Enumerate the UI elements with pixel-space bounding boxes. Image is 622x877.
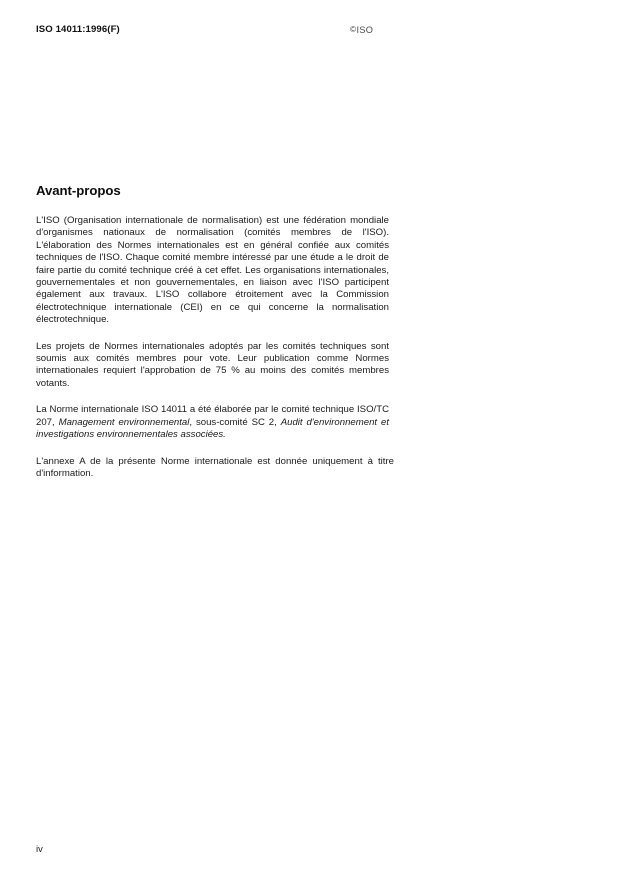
paragraph-committee-mid: , sous-comité SC 2, <box>189 416 281 428</box>
section-heading-avant-propos: Avant-propos <box>36 183 121 198</box>
running-header <box>36 24 390 40</box>
committee-title-italic: Management environnemental <box>58 416 190 428</box>
copyright-notice <box>350 25 373 35</box>
standard-reference: ISO 14011:1996(F) <box>36 24 120 35</box>
paragraph-committee-origin <box>36 404 389 441</box>
paragraph-iso-description: L'ISO (Organisation internationale de normalisation) est une fédération mondiale d'organismes nationaux de normalisation (comités membres de l'ISO). L'élaboration des Normes internationales est en général confiée aux comités techniques de l'ISO. Chaque comité membre intéressé par une étude a le droit de faire partie du comité technique créé à cet effet. Les organisations internationales, gouvernementales et non gouvernementales, en liaison avec l'ISO participent également aux travaux. L'ISO collabore étroitement avec la Commission électrotechnique internationale (CEI) en ce qui concerne la normalisation électrotechnique. <box>36 215 389 326</box>
page-number: iv <box>36 843 43 854</box>
subcommittee-title-italic: Audit d'environnement et investigations environnementales associées. <box>36 416 389 441</box>
paragraph-committee-lead: La Norme internationale ISO 14011 a été élaborée par le comité technique ISO/TC 207, <box>36 404 389 428</box>
copyright-organization: ISO <box>356 24 374 35</box>
paragraph-voting-procedure: Les projets de Normes internationales adoptés par les comités techniques sont soumis aux comités membres pour vote. Leur publication comme Normes internationales requiert l'approbation de 75 % au moins des comités membres votants. <box>36 340 389 389</box>
copyright-icon: © <box>350 24 357 35</box>
paragraph-annex-note: L'annexe A de la présente Norme internationale est donnée uniquement à titre d'information. <box>36 455 394 479</box>
content-column <box>36 183 394 480</box>
